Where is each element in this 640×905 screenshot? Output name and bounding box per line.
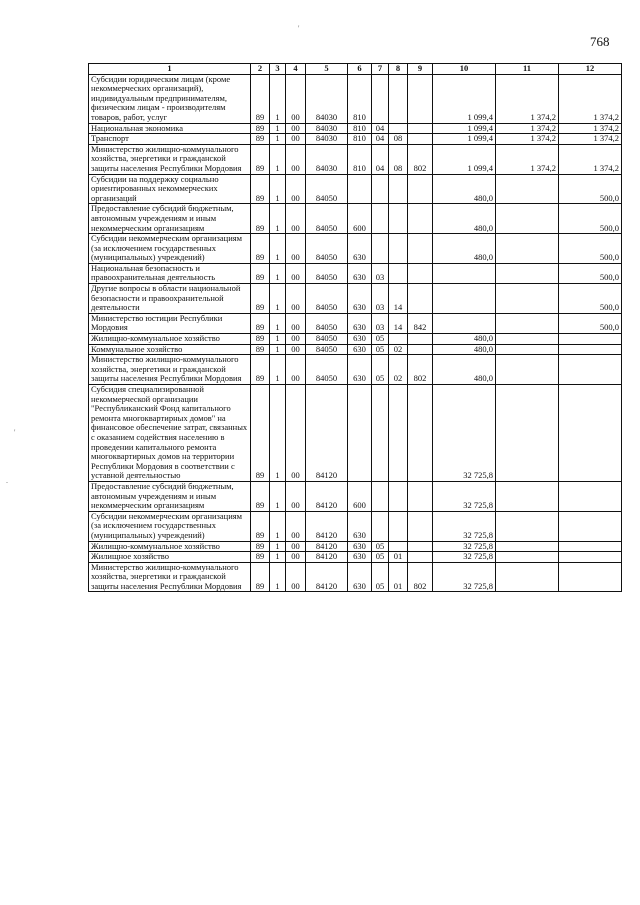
column-header: 6 bbox=[348, 64, 372, 75]
row-value-cell: 84050 bbox=[306, 313, 348, 333]
row-value-cell: 04 bbox=[372, 144, 389, 174]
row-name-cell: Министерство жилищно-коммунального хозяйства, энергетики и гражданской защиты населения Республики Мордовия bbox=[89, 355, 251, 385]
row-name-cell: Субсидия специализированной некоммерческой организации "Республиканский Фонд капитального ремонта многоквартирных домов" на финансовое обеспечение затрат, связанных с оказанием содействия населению в проведении капитального ремонта многоквартирных домов на территории Республики Мордовия в соответствии с уставной деятельностью bbox=[89, 385, 251, 482]
row-value-cell: 500,0 bbox=[559, 174, 622, 204]
row-value-cell: 00 bbox=[286, 74, 306, 123]
row-value-cell: 1 bbox=[270, 263, 286, 283]
row-value-cell bbox=[559, 511, 622, 541]
row-value-cell: 1 bbox=[270, 344, 286, 355]
row-value-cell: 32 725,8 bbox=[433, 552, 496, 563]
row-value-cell: 84050 bbox=[306, 204, 348, 234]
row-value-cell: 1 bbox=[270, 174, 286, 204]
row-value-cell: 03 bbox=[372, 263, 389, 283]
row-value-cell: 810 bbox=[348, 123, 372, 134]
row-value-cell: 89 bbox=[251, 552, 270, 563]
row-value-cell bbox=[496, 174, 559, 204]
row-value-cell: 84120 bbox=[306, 385, 348, 482]
row-value-cell: 00 bbox=[286, 562, 306, 592]
row-value-cell bbox=[496, 334, 559, 345]
column-header: 8 bbox=[389, 64, 408, 75]
row-value-cell: 630 bbox=[348, 511, 372, 541]
row-value-cell bbox=[559, 334, 622, 345]
row-value-cell: 02 bbox=[389, 355, 408, 385]
row-value-cell: 00 bbox=[286, 344, 306, 355]
row-value-cell: 1 bbox=[270, 313, 286, 333]
row-name-cell: Транспорт bbox=[89, 134, 251, 145]
row-value-cell bbox=[408, 204, 433, 234]
row-value-cell: 05 bbox=[372, 552, 389, 563]
row-value-cell: 84120 bbox=[306, 511, 348, 541]
row-value-cell bbox=[496, 562, 559, 592]
row-name-cell: Жилищно-коммунальное хозяйство bbox=[89, 334, 251, 345]
table-body bbox=[89, 74, 622, 592]
row-value-cell bbox=[389, 511, 408, 541]
table-row bbox=[89, 334, 622, 345]
row-value-cell bbox=[372, 234, 389, 264]
row-value-cell: 89 bbox=[251, 134, 270, 145]
row-value-cell: 1 bbox=[270, 334, 286, 345]
row-value-cell: 1 bbox=[270, 74, 286, 123]
row-value-cell: 500,0 bbox=[559, 234, 622, 264]
row-value-cell bbox=[559, 541, 622, 552]
row-value-cell: 00 bbox=[286, 284, 306, 314]
row-value-cell: 89 bbox=[251, 313, 270, 333]
row-value-cell: 14 bbox=[389, 313, 408, 333]
row-value-cell: 1 099,4 bbox=[433, 123, 496, 134]
row-value-cell: 00 bbox=[286, 123, 306, 134]
column-header: 3 bbox=[270, 64, 286, 75]
row-value-cell: 1 099,4 bbox=[433, 74, 496, 123]
row-value-cell: 05 bbox=[372, 355, 389, 385]
page-number: 768 bbox=[590, 34, 610, 49]
row-value-cell: 84030 bbox=[306, 123, 348, 134]
row-value-cell: 05 bbox=[372, 334, 389, 345]
column-header: 1 bbox=[89, 64, 251, 75]
table-row bbox=[89, 541, 622, 552]
row-value-cell bbox=[408, 552, 433, 563]
row-value-cell: 480,0 bbox=[433, 174, 496, 204]
row-value-cell: 00 bbox=[286, 334, 306, 345]
row-value-cell: 01 bbox=[389, 552, 408, 563]
row-value-cell: 600 bbox=[348, 204, 372, 234]
row-value-cell: 89 bbox=[251, 562, 270, 592]
row-name-cell: Национальная безопасность и правоохранительная деятельность bbox=[89, 263, 251, 283]
row-value-cell: 89 bbox=[251, 284, 270, 314]
row-value-cell: 01 bbox=[389, 562, 408, 592]
row-value-cell bbox=[433, 284, 496, 314]
budget-table bbox=[88, 63, 622, 592]
row-value-cell bbox=[496, 355, 559, 385]
row-value-cell: 630 bbox=[348, 552, 372, 563]
row-value-cell: 802 bbox=[408, 355, 433, 385]
table-row bbox=[89, 234, 622, 264]
row-value-cell bbox=[389, 234, 408, 264]
row-value-cell: 810 bbox=[348, 144, 372, 174]
row-value-cell bbox=[408, 263, 433, 283]
row-value-cell bbox=[408, 74, 433, 123]
row-value-cell bbox=[433, 313, 496, 333]
row-value-cell: 84030 bbox=[306, 134, 348, 145]
row-value-cell: 630 bbox=[348, 234, 372, 264]
row-value-cell: 84030 bbox=[306, 144, 348, 174]
row-value-cell bbox=[389, 123, 408, 134]
column-header: 2 bbox=[251, 64, 270, 75]
row-value-cell bbox=[559, 562, 622, 592]
row-value-cell: 500,0 bbox=[559, 313, 622, 333]
row-value-cell: 08 bbox=[389, 144, 408, 174]
row-value-cell: 1 bbox=[270, 123, 286, 134]
table-row bbox=[89, 174, 622, 204]
row-value-cell: 630 bbox=[348, 263, 372, 283]
table-row bbox=[89, 123, 622, 134]
row-value-cell: 03 bbox=[372, 313, 389, 333]
row-value-cell: 84050 bbox=[306, 344, 348, 355]
row-value-cell: 00 bbox=[286, 541, 306, 552]
row-value-cell: 84050 bbox=[306, 284, 348, 314]
table-row bbox=[89, 355, 622, 385]
row-value-cell: 05 bbox=[372, 541, 389, 552]
row-value-cell: 480,0 bbox=[433, 344, 496, 355]
row-value-cell: 1 bbox=[270, 562, 286, 592]
table-row bbox=[89, 552, 622, 563]
row-name-cell: Субсидии некоммерческим организациям (за исключением государственных (муниципальных) учреждений) bbox=[89, 234, 251, 264]
row-value-cell: 05 bbox=[372, 344, 389, 355]
row-value-cell: 630 bbox=[348, 334, 372, 345]
column-header: 10 bbox=[433, 64, 496, 75]
row-value-cell bbox=[559, 481, 622, 511]
row-value-cell: 1 bbox=[270, 234, 286, 264]
row-value-cell: 1 374,2 bbox=[559, 134, 622, 145]
row-value-cell: 1 374,2 bbox=[559, 123, 622, 134]
table-row bbox=[89, 562, 622, 592]
row-value-cell: 500,0 bbox=[559, 204, 622, 234]
row-value-cell: 05 bbox=[372, 562, 389, 592]
row-value-cell bbox=[348, 174, 372, 204]
row-value-cell: 89 bbox=[251, 204, 270, 234]
row-value-cell: 00 bbox=[286, 174, 306, 204]
row-value-cell: 00 bbox=[286, 313, 306, 333]
row-value-cell bbox=[496, 313, 559, 333]
row-value-cell: 84120 bbox=[306, 552, 348, 563]
row-value-cell: 89 bbox=[251, 263, 270, 283]
row-value-cell: 84050 bbox=[306, 263, 348, 283]
row-value-cell: 00 bbox=[286, 263, 306, 283]
row-value-cell: 02 bbox=[389, 344, 408, 355]
row-value-cell: 1 bbox=[270, 355, 286, 385]
row-value-cell: 84050 bbox=[306, 234, 348, 264]
row-value-cell bbox=[408, 284, 433, 314]
column-header: 7 bbox=[372, 64, 389, 75]
table-row bbox=[89, 144, 622, 174]
row-value-cell: 89 bbox=[251, 511, 270, 541]
row-name-cell: Предоставление субсидий бюджетным, автономным учреждениям и иным некоммерческим организациям bbox=[89, 481, 251, 511]
row-value-cell: 32 725,8 bbox=[433, 481, 496, 511]
table-row bbox=[89, 344, 622, 355]
row-value-cell bbox=[408, 334, 433, 345]
row-value-cell bbox=[372, 511, 389, 541]
row-value-cell: 89 bbox=[251, 541, 270, 552]
row-value-cell bbox=[408, 511, 433, 541]
row-value-cell: 00 bbox=[286, 144, 306, 174]
row-value-cell: 84120 bbox=[306, 562, 348, 592]
row-value-cell: 1 099,4 bbox=[433, 144, 496, 174]
row-value-cell bbox=[559, 552, 622, 563]
row-value-cell: 480,0 bbox=[433, 334, 496, 345]
row-value-cell: 1 bbox=[270, 204, 286, 234]
column-header: 4 bbox=[286, 64, 306, 75]
row-value-cell: 810 bbox=[348, 134, 372, 145]
row-value-cell bbox=[408, 234, 433, 264]
row-value-cell: 84120 bbox=[306, 541, 348, 552]
row-value-cell bbox=[372, 385, 389, 482]
row-value-cell: 1 bbox=[270, 284, 286, 314]
row-value-cell: 89 bbox=[251, 334, 270, 345]
row-value-cell: 04 bbox=[372, 123, 389, 134]
table-row bbox=[89, 74, 622, 123]
row-value-cell bbox=[372, 174, 389, 204]
row-value-cell: 1 bbox=[270, 385, 286, 482]
row-value-cell bbox=[559, 344, 622, 355]
row-value-cell: 630 bbox=[348, 344, 372, 355]
row-name-cell: Министерство жилищно-коммунального хозяйства, энергетики и гражданской защиты населения Республики Мордовия bbox=[89, 562, 251, 592]
row-value-cell: 14 bbox=[389, 284, 408, 314]
row-value-cell: 480,0 bbox=[433, 355, 496, 385]
row-value-cell: 89 bbox=[251, 174, 270, 204]
row-value-cell: 89 bbox=[251, 344, 270, 355]
row-value-cell: 1 bbox=[270, 481, 286, 511]
row-value-cell: 00 bbox=[286, 552, 306, 563]
row-value-cell: 1 374,2 bbox=[496, 74, 559, 123]
row-value-cell bbox=[496, 511, 559, 541]
row-value-cell: 00 bbox=[286, 234, 306, 264]
row-name-cell: Жилищно-коммунальное хозяйство bbox=[89, 541, 251, 552]
row-value-cell: 842 bbox=[408, 313, 433, 333]
row-value-cell: 1 bbox=[270, 144, 286, 174]
column-header: 5 bbox=[306, 64, 348, 75]
row-value-cell bbox=[408, 344, 433, 355]
row-value-cell bbox=[496, 204, 559, 234]
table-row bbox=[89, 284, 622, 314]
table-row bbox=[89, 313, 622, 333]
row-value-cell bbox=[433, 263, 496, 283]
row-value-cell: 630 bbox=[348, 284, 372, 314]
row-value-cell: 1 374,2 bbox=[496, 144, 559, 174]
row-name-cell: Субсидии юридическим лицам (кроме некоммерческих организаций), индивидуальным предпринимателям, физическим лицам - производителям товаров, работ, услуг bbox=[89, 74, 251, 123]
row-value-cell bbox=[389, 263, 408, 283]
row-value-cell: 00 bbox=[286, 134, 306, 145]
row-value-cell: 32 725,8 bbox=[433, 385, 496, 482]
row-value-cell bbox=[372, 481, 389, 511]
table-header-row bbox=[89, 64, 622, 75]
row-value-cell bbox=[496, 385, 559, 482]
row-name-cell: Субсидии некоммерческим организациям (за исключением государственных (муниципальных) учреждений) bbox=[89, 511, 251, 541]
row-value-cell: 630 bbox=[348, 541, 372, 552]
row-value-cell bbox=[496, 284, 559, 314]
row-value-cell: 00 bbox=[286, 481, 306, 511]
row-value-cell: 84120 bbox=[306, 481, 348, 511]
row-value-cell: 1 bbox=[270, 511, 286, 541]
row-value-cell: 84050 bbox=[306, 334, 348, 345]
row-value-cell: 600 bbox=[348, 481, 372, 511]
row-value-cell: 1 374,2 bbox=[496, 134, 559, 145]
table-row bbox=[89, 263, 622, 283]
row-value-cell: 84030 bbox=[306, 74, 348, 123]
row-value-cell: 1 374,2 bbox=[496, 123, 559, 134]
row-value-cell bbox=[496, 234, 559, 264]
scan-speck: ' bbox=[14, 428, 16, 437]
row-name-cell: Субсидии на поддержку социально ориентированных некоммерческих организаций bbox=[89, 174, 251, 204]
row-value-cell bbox=[559, 355, 622, 385]
scan-speck: . bbox=[6, 476, 8, 485]
row-value-cell: 1 bbox=[270, 134, 286, 145]
row-value-cell bbox=[389, 74, 408, 123]
table-row bbox=[89, 204, 622, 234]
row-value-cell bbox=[348, 385, 372, 482]
row-value-cell bbox=[408, 174, 433, 204]
row-name-cell: Национальная экономика bbox=[89, 123, 251, 134]
row-value-cell: 89 bbox=[251, 74, 270, 123]
row-value-cell: 32 725,8 bbox=[433, 562, 496, 592]
column-header: 11 bbox=[496, 64, 559, 75]
column-header: 12 bbox=[559, 64, 622, 75]
row-value-cell bbox=[408, 541, 433, 552]
row-value-cell: 500,0 bbox=[559, 284, 622, 314]
row-value-cell: 00 bbox=[286, 355, 306, 385]
row-value-cell: 89 bbox=[251, 144, 270, 174]
row-value-cell: 89 bbox=[251, 123, 270, 134]
row-value-cell: 630 bbox=[348, 562, 372, 592]
row-value-cell: 32 725,8 bbox=[433, 511, 496, 541]
row-value-cell: 00 bbox=[286, 511, 306, 541]
table-row bbox=[89, 481, 622, 511]
row-value-cell bbox=[372, 204, 389, 234]
row-value-cell bbox=[408, 123, 433, 134]
row-value-cell: 480,0 bbox=[433, 234, 496, 264]
row-value-cell: 89 bbox=[251, 234, 270, 264]
row-value-cell bbox=[496, 552, 559, 563]
scan-speck: ' bbox=[298, 24, 300, 33]
row-value-cell: 00 bbox=[286, 204, 306, 234]
row-value-cell: 84050 bbox=[306, 355, 348, 385]
row-value-cell: 1 099,4 bbox=[433, 134, 496, 145]
row-value-cell: 630 bbox=[348, 355, 372, 385]
row-value-cell bbox=[389, 204, 408, 234]
row-value-cell: 1 374,2 bbox=[559, 74, 622, 123]
row-name-cell: Предоставление субсидий бюджетным, автономным учреждениям и иным некоммерческим организациям bbox=[89, 204, 251, 234]
row-name-cell: Другие вопросы в области национальной безопасности и правоохранительной деятельности bbox=[89, 284, 251, 314]
row-value-cell: 32 725,8 bbox=[433, 541, 496, 552]
row-value-cell bbox=[389, 481, 408, 511]
row-value-cell: 630 bbox=[348, 313, 372, 333]
row-value-cell: 08 bbox=[389, 134, 408, 145]
row-value-cell: 1 bbox=[270, 552, 286, 563]
row-value-cell bbox=[496, 541, 559, 552]
row-value-cell bbox=[408, 385, 433, 482]
row-value-cell bbox=[389, 174, 408, 204]
row-value-cell bbox=[496, 344, 559, 355]
table-row bbox=[89, 134, 622, 145]
row-value-cell: 802 bbox=[408, 144, 433, 174]
row-value-cell: 802 bbox=[408, 562, 433, 592]
row-value-cell: 480,0 bbox=[433, 204, 496, 234]
row-value-cell: 03 bbox=[372, 284, 389, 314]
table-row bbox=[89, 385, 622, 482]
row-value-cell bbox=[389, 334, 408, 345]
row-value-cell bbox=[496, 263, 559, 283]
row-value-cell: 89 bbox=[251, 385, 270, 482]
row-value-cell: 1 374,2 bbox=[559, 144, 622, 174]
row-value-cell bbox=[559, 385, 622, 482]
row-value-cell: 500,0 bbox=[559, 263, 622, 283]
row-name-cell: Министерство юстиции Республики Мордовия bbox=[89, 313, 251, 333]
row-value-cell bbox=[372, 74, 389, 123]
row-value-cell bbox=[389, 385, 408, 482]
row-value-cell bbox=[496, 481, 559, 511]
row-value-cell: 04 bbox=[372, 134, 389, 145]
row-value-cell: 89 bbox=[251, 355, 270, 385]
row-name-cell: Коммунальное хозяйство bbox=[89, 344, 251, 355]
row-value-cell bbox=[389, 541, 408, 552]
row-value-cell bbox=[408, 481, 433, 511]
row-value-cell: 84050 bbox=[306, 174, 348, 204]
row-value-cell: 1 bbox=[270, 541, 286, 552]
column-header: 9 bbox=[408, 64, 433, 75]
row-name-cell: Жилищное хозяйство bbox=[89, 552, 251, 563]
row-value-cell bbox=[408, 134, 433, 145]
row-name-cell: Министерство жилищно-коммунального хозяйства, энергетики и гражданской защиты населения Республики Мордовия bbox=[89, 144, 251, 174]
table-row bbox=[89, 511, 622, 541]
row-value-cell: 89 bbox=[251, 481, 270, 511]
row-value-cell: 00 bbox=[286, 385, 306, 482]
row-value-cell: 810 bbox=[348, 74, 372, 123]
